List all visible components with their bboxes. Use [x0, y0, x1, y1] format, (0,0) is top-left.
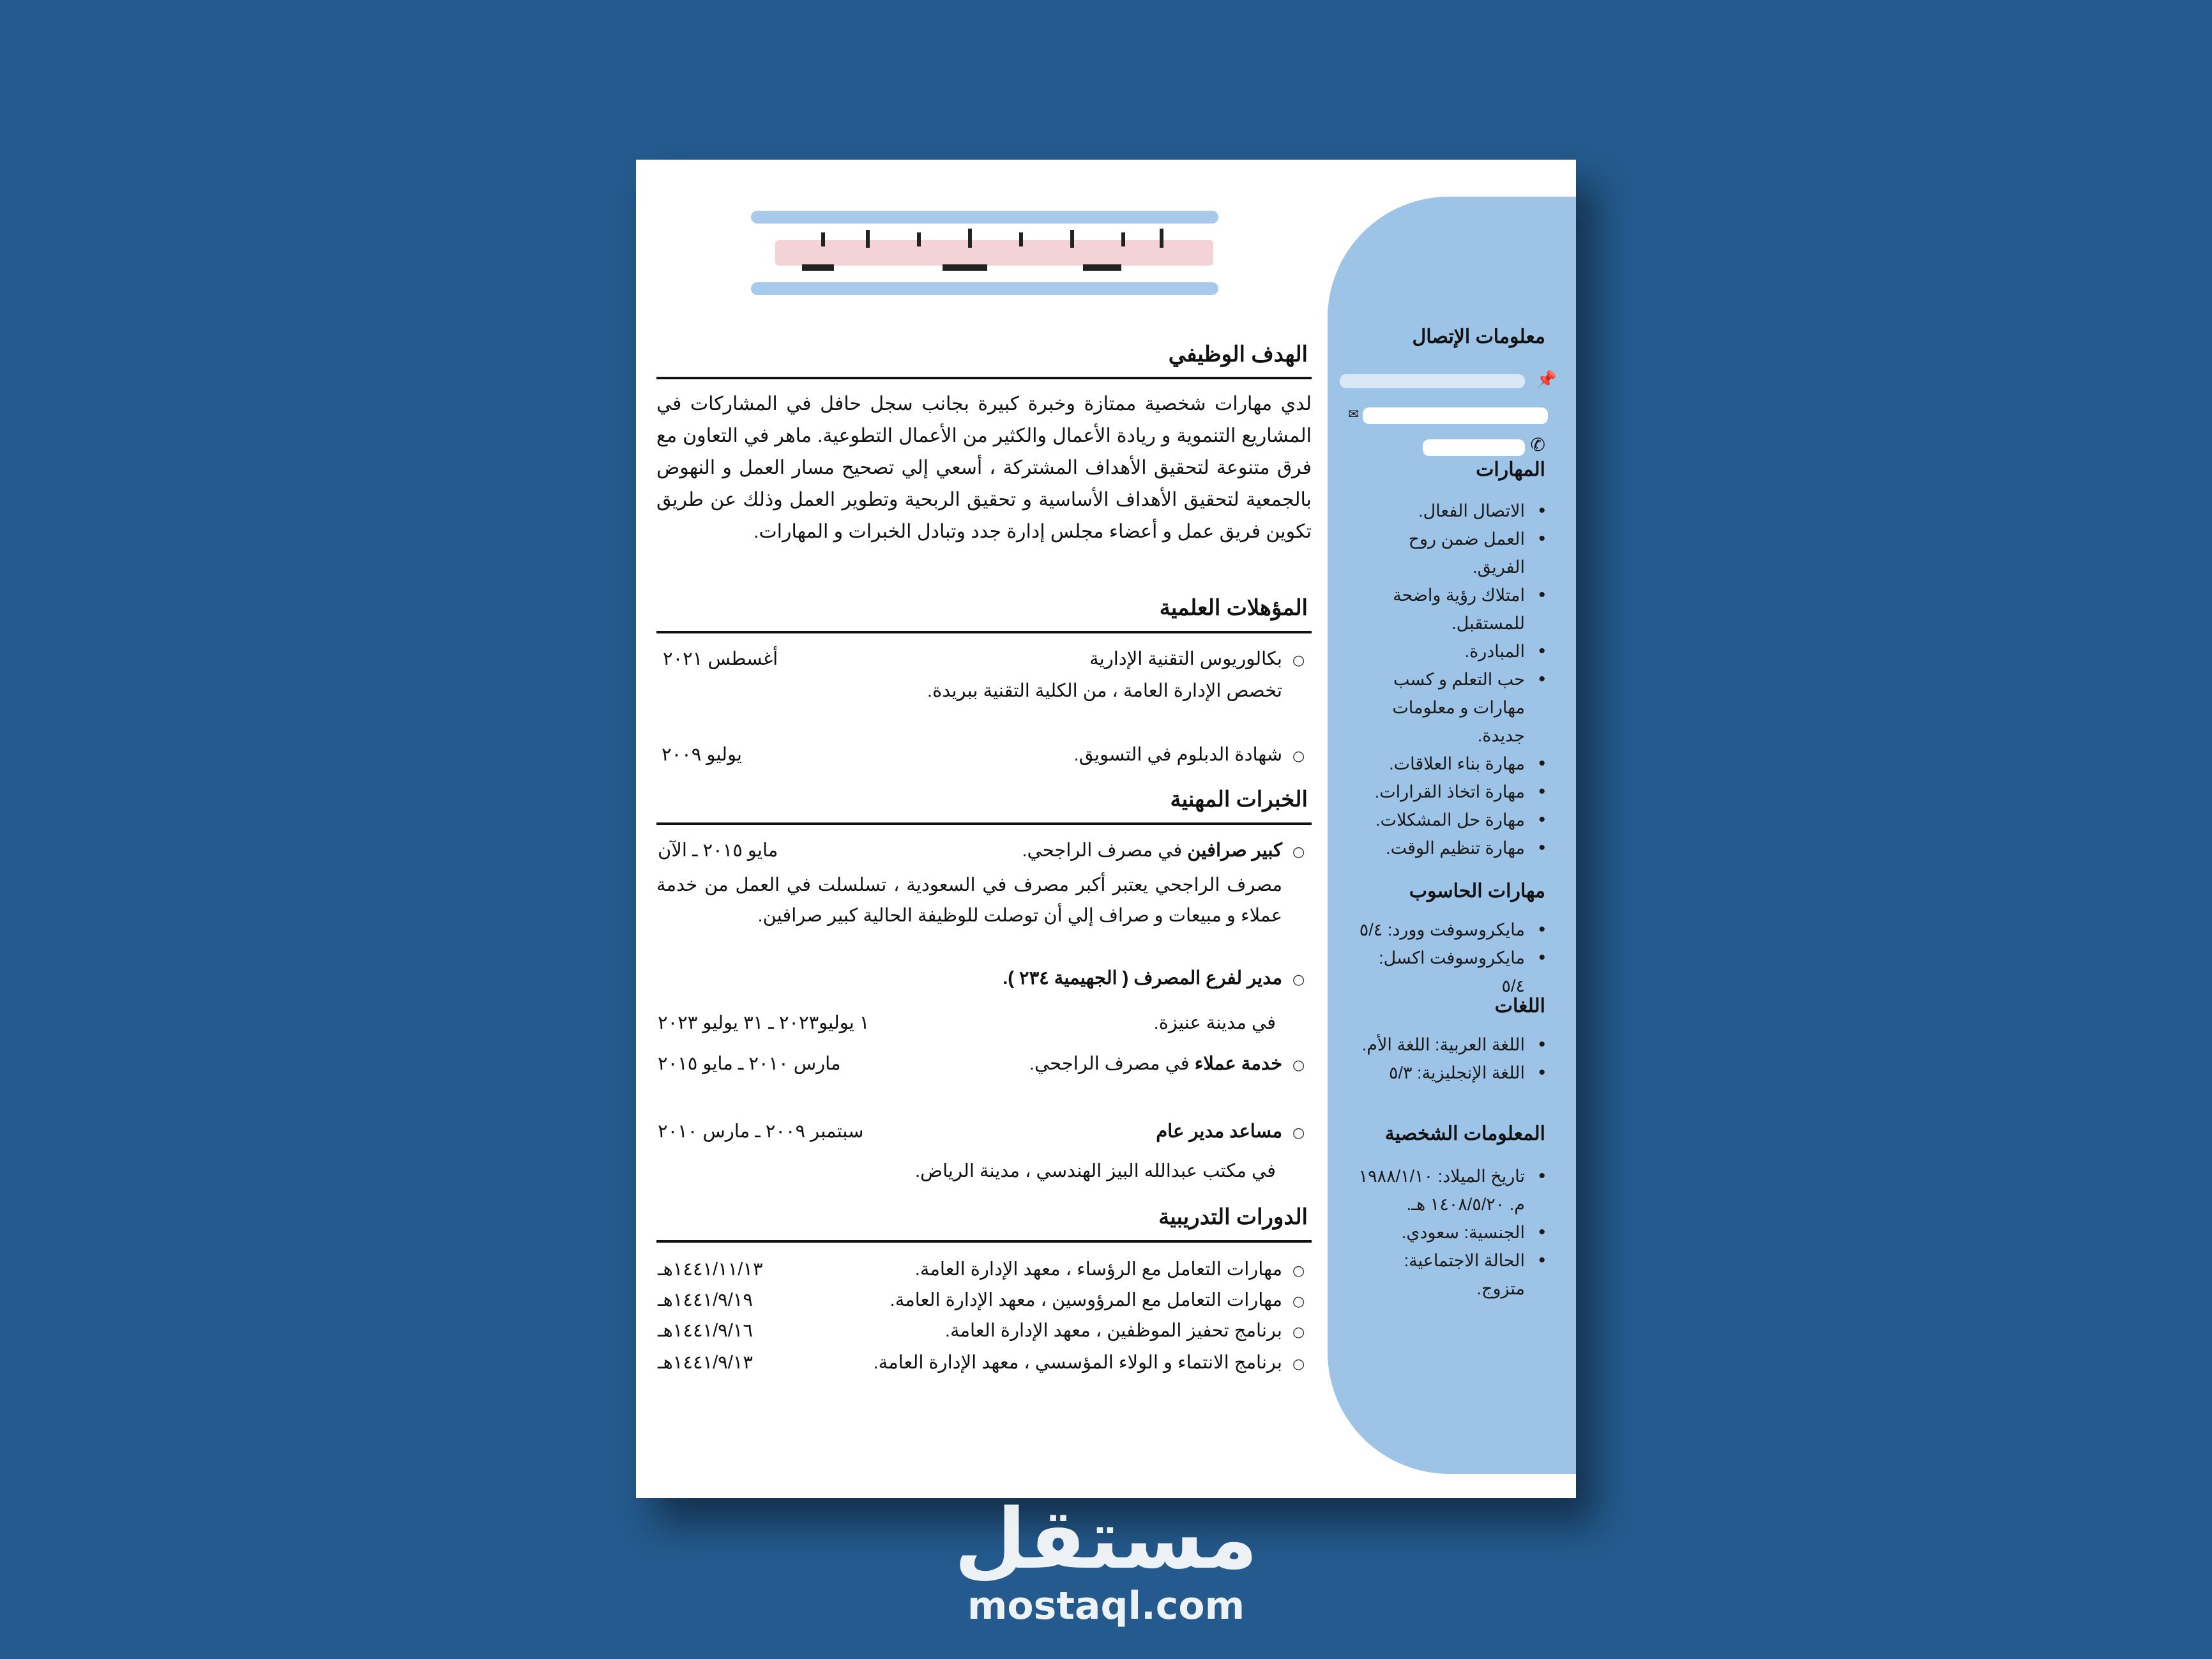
course-bullet: ○ [1292, 1263, 1305, 1279]
course-1-name: مهارات التعامل مع الرؤساء ، معهد الإدارة العامة. [914, 1259, 1282, 1280]
skill-item: • مهارة بناء العلاقات. [1354, 750, 1545, 778]
pin-icon: 📌 [1536, 370, 1557, 390]
experience-2-place: في مدينة عنيزة. [1153, 1013, 1276, 1033]
logo-url: mostaql.com [967, 1584, 1245, 1628]
experience-1-role: كبير صرافين [1187, 840, 1282, 861]
personal-info-item: • تاريخ الميلاد: ١٩٨٨/١/١٠ م. ١٤٠٨/٥/٢٠ هـ. [1354, 1162, 1545, 1218]
experience-2-date: ١ يوليو٢٠٢٣ ـ ٣١ يوليو ٢٠٢٣ [658, 1013, 870, 1033]
name-banner [751, 211, 1218, 298]
logo-arabic: مستقل [954, 1490, 1258, 1587]
course-bullet: ○ [1292, 1294, 1305, 1310]
skills-list [1354, 497, 1545, 862]
language-item: • اللغة الإنجليزية: ٥/٣ [1354, 1059, 1545, 1087]
skill-item: • الاتصال الفعال. [1354, 497, 1545, 525]
language-item: • اللغة العربية: اللغة الأم. [1354, 1031, 1545, 1059]
experience-2-role: مدير لفرع المصرف ( الجهيمية ٢٣٤ ). [1003, 968, 1282, 989]
sidebar [1328, 197, 1576, 1474]
objective-text: لدي مهارات شخصية ممتازة وخبرة كبيرة بجانب سجل حافل في المشاركات في المشاريع التنموية و ريادة الأعمال والكثير من الأعمال التطوعية. ماهر في التعاون مع فرق متنوعة لتحقيق الأهداف المشتركة ، أسعي إلي تصحيح مسار العمل و النهوض بالجمعية لتحقيق الأهداف الأساسية و تحقيق الربحية وتطوير العمل وذلك عن طريق تكوين فريق عمل و أعضاء مجلس إدارة جدد وتبادل الخبرات و المهارات. [656, 393, 1312, 542]
course-2-date: ١٤٤١/٩/١٩هـ [658, 1290, 753, 1310]
name-banner-graphic [751, 211, 1218, 298]
course-bullet: ○ [1292, 1324, 1305, 1340]
courses-title: الدورات التدريبية [1158, 1205, 1308, 1229]
education-rule [656, 631, 1312, 633]
experience-title: الخبرات المهنية [1170, 787, 1308, 812]
course-4-date: ١٤٤١/٩/١٣هـ [658, 1352, 753, 1373]
experience-3-heading [1029, 1052, 1282, 1075]
computer-skill-item: • مايكروسوفت وورد: ٥/٤ [1354, 916, 1545, 944]
mostaql-logo [0, 1490, 2212, 1628]
skills-title: المهارات [1476, 459, 1545, 480]
course-2-name: مهارات التعامل مع المرؤوسين ، معهد الإدارة العامة. [890, 1290, 1282, 1310]
education-2-date: يوليو ٢٠٠٩ [662, 745, 742, 765]
phone-icon: ✆ [1530, 434, 1545, 455]
email-redacted [1363, 407, 1548, 424]
experience-3-place: في مصرف الراجحي. [1029, 1054, 1195, 1074]
education-1-date: أغسطس ٢٠٢١ [663, 649, 778, 669]
mail-icon: ✉ [1348, 406, 1359, 421]
course-3-date: ١٤٤١/٩/١٦هـ [658, 1321, 753, 1341]
address-redacted [1340, 374, 1525, 388]
skill-item: • حب التعلم و كسب مهارات و معلومات جديدة. [1354, 665, 1545, 750]
personal-info-item: • الحالة الاجتماعية: متزوج. [1354, 1246, 1545, 1303]
education-bullet: ○ [1292, 653, 1305, 669]
experience-bullet: ○ [1292, 972, 1305, 988]
skill-item: • امتلاك رؤية واضحة للمستقبل. [1354, 581, 1545, 637]
experience-3-role: خدمة عملاء [1194, 1054, 1282, 1074]
computer-skill-item: • مايكروسوفت اكسل: ٥/٤ [1354, 944, 1545, 1000]
skill-item: • مهارة اتخاذ القرارات. [1354, 778, 1545, 806]
computer-skills-title: مهارات الحاسوب [1409, 881, 1545, 902]
experience-bullet: ○ [1292, 1057, 1305, 1073]
languages-list [1354, 1031, 1545, 1087]
experience-1-detail: مصرف الراجحي يعتبر أكبر مصرف في السعودية ، تسلسلت في العمل من خدمة عملاء و مبيعات و صراف إلي أن توصلت للوظيفة الحالية كبير صرافين. [656, 875, 1282, 926]
experience-4-detail: في مكتب عبدالله البيز الهندسي ، مدينة الرياض. [914, 1161, 1276, 1181]
contact-title: معلومات الإتصال [1412, 326, 1545, 347]
experience-bullet: ○ [1292, 1125, 1305, 1141]
objective-title: الهدف الوظيفي [1168, 342, 1308, 367]
education-1-title: بكالوريوس التقنية الإدارية [1089, 649, 1282, 669]
personal-info-title: المعلومات الشخصية [1384, 1123, 1545, 1144]
experience-bullet: ○ [1292, 844, 1305, 860]
skill-item: • المبادرة. [1354, 637, 1545, 665]
courses-rule [656, 1240, 1312, 1243]
experience-4-date: سبتمبر ٢٠٠٩ ـ مارس ٢٠١٠ [658, 1121, 864, 1142]
education-bullet: ○ [1292, 748, 1305, 764]
experience-rule [656, 822, 1312, 825]
phone-redacted [1423, 439, 1525, 456]
course-bullet: ○ [1292, 1356, 1305, 1372]
experience-3-date: مارس ٢٠١٠ ـ مايو ٢٠١٥ [658, 1054, 841, 1074]
personal-info-list [1354, 1162, 1545, 1303]
experience-1-date: مايو ٢٠١٥ ـ الآن [658, 840, 778, 861]
course-4-name: برنامج الانتماء و الولاء المؤسسي ، معهد الإدارة العامة. [873, 1352, 1282, 1373]
experience-4-role: مساعد مدير عام [1156, 1121, 1282, 1142]
skill-item: • مهارة تنظيم الوقت. [1354, 834, 1545, 862]
computer-skills-list [1354, 916, 1545, 1000]
experience-1-heading [1022, 839, 1282, 861]
experience-1-place: في مصرف الراجحي. [1022, 840, 1188, 861]
course-1-date: ١٤٤١/١١/١٣هـ [658, 1259, 763, 1280]
personal-info-item: • الجنسية: سعودي. [1354, 1218, 1545, 1246]
education-title: المؤهلات العلمية [1159, 596, 1308, 620]
skill-item: • العمل ضمن روح الفريق. [1354, 525, 1545, 581]
education-1-detail: تخصص الإدارة العامة ، من الكلية التقنية ببريدة. [927, 681, 1282, 701]
skill-item: • مهارة حل المشكلات. [1354, 806, 1545, 834]
course-3-name: برنامج تحفيز الموظفين ، معهد الإدارة العامة. [944, 1321, 1282, 1341]
cv-page [636, 160, 1576, 1498]
languages-title: اللغات [1494, 996, 1545, 1017]
objective-rule [656, 377, 1312, 379]
education-2-title: شهادة الدبلوم في التسويق. [1073, 745, 1282, 765]
